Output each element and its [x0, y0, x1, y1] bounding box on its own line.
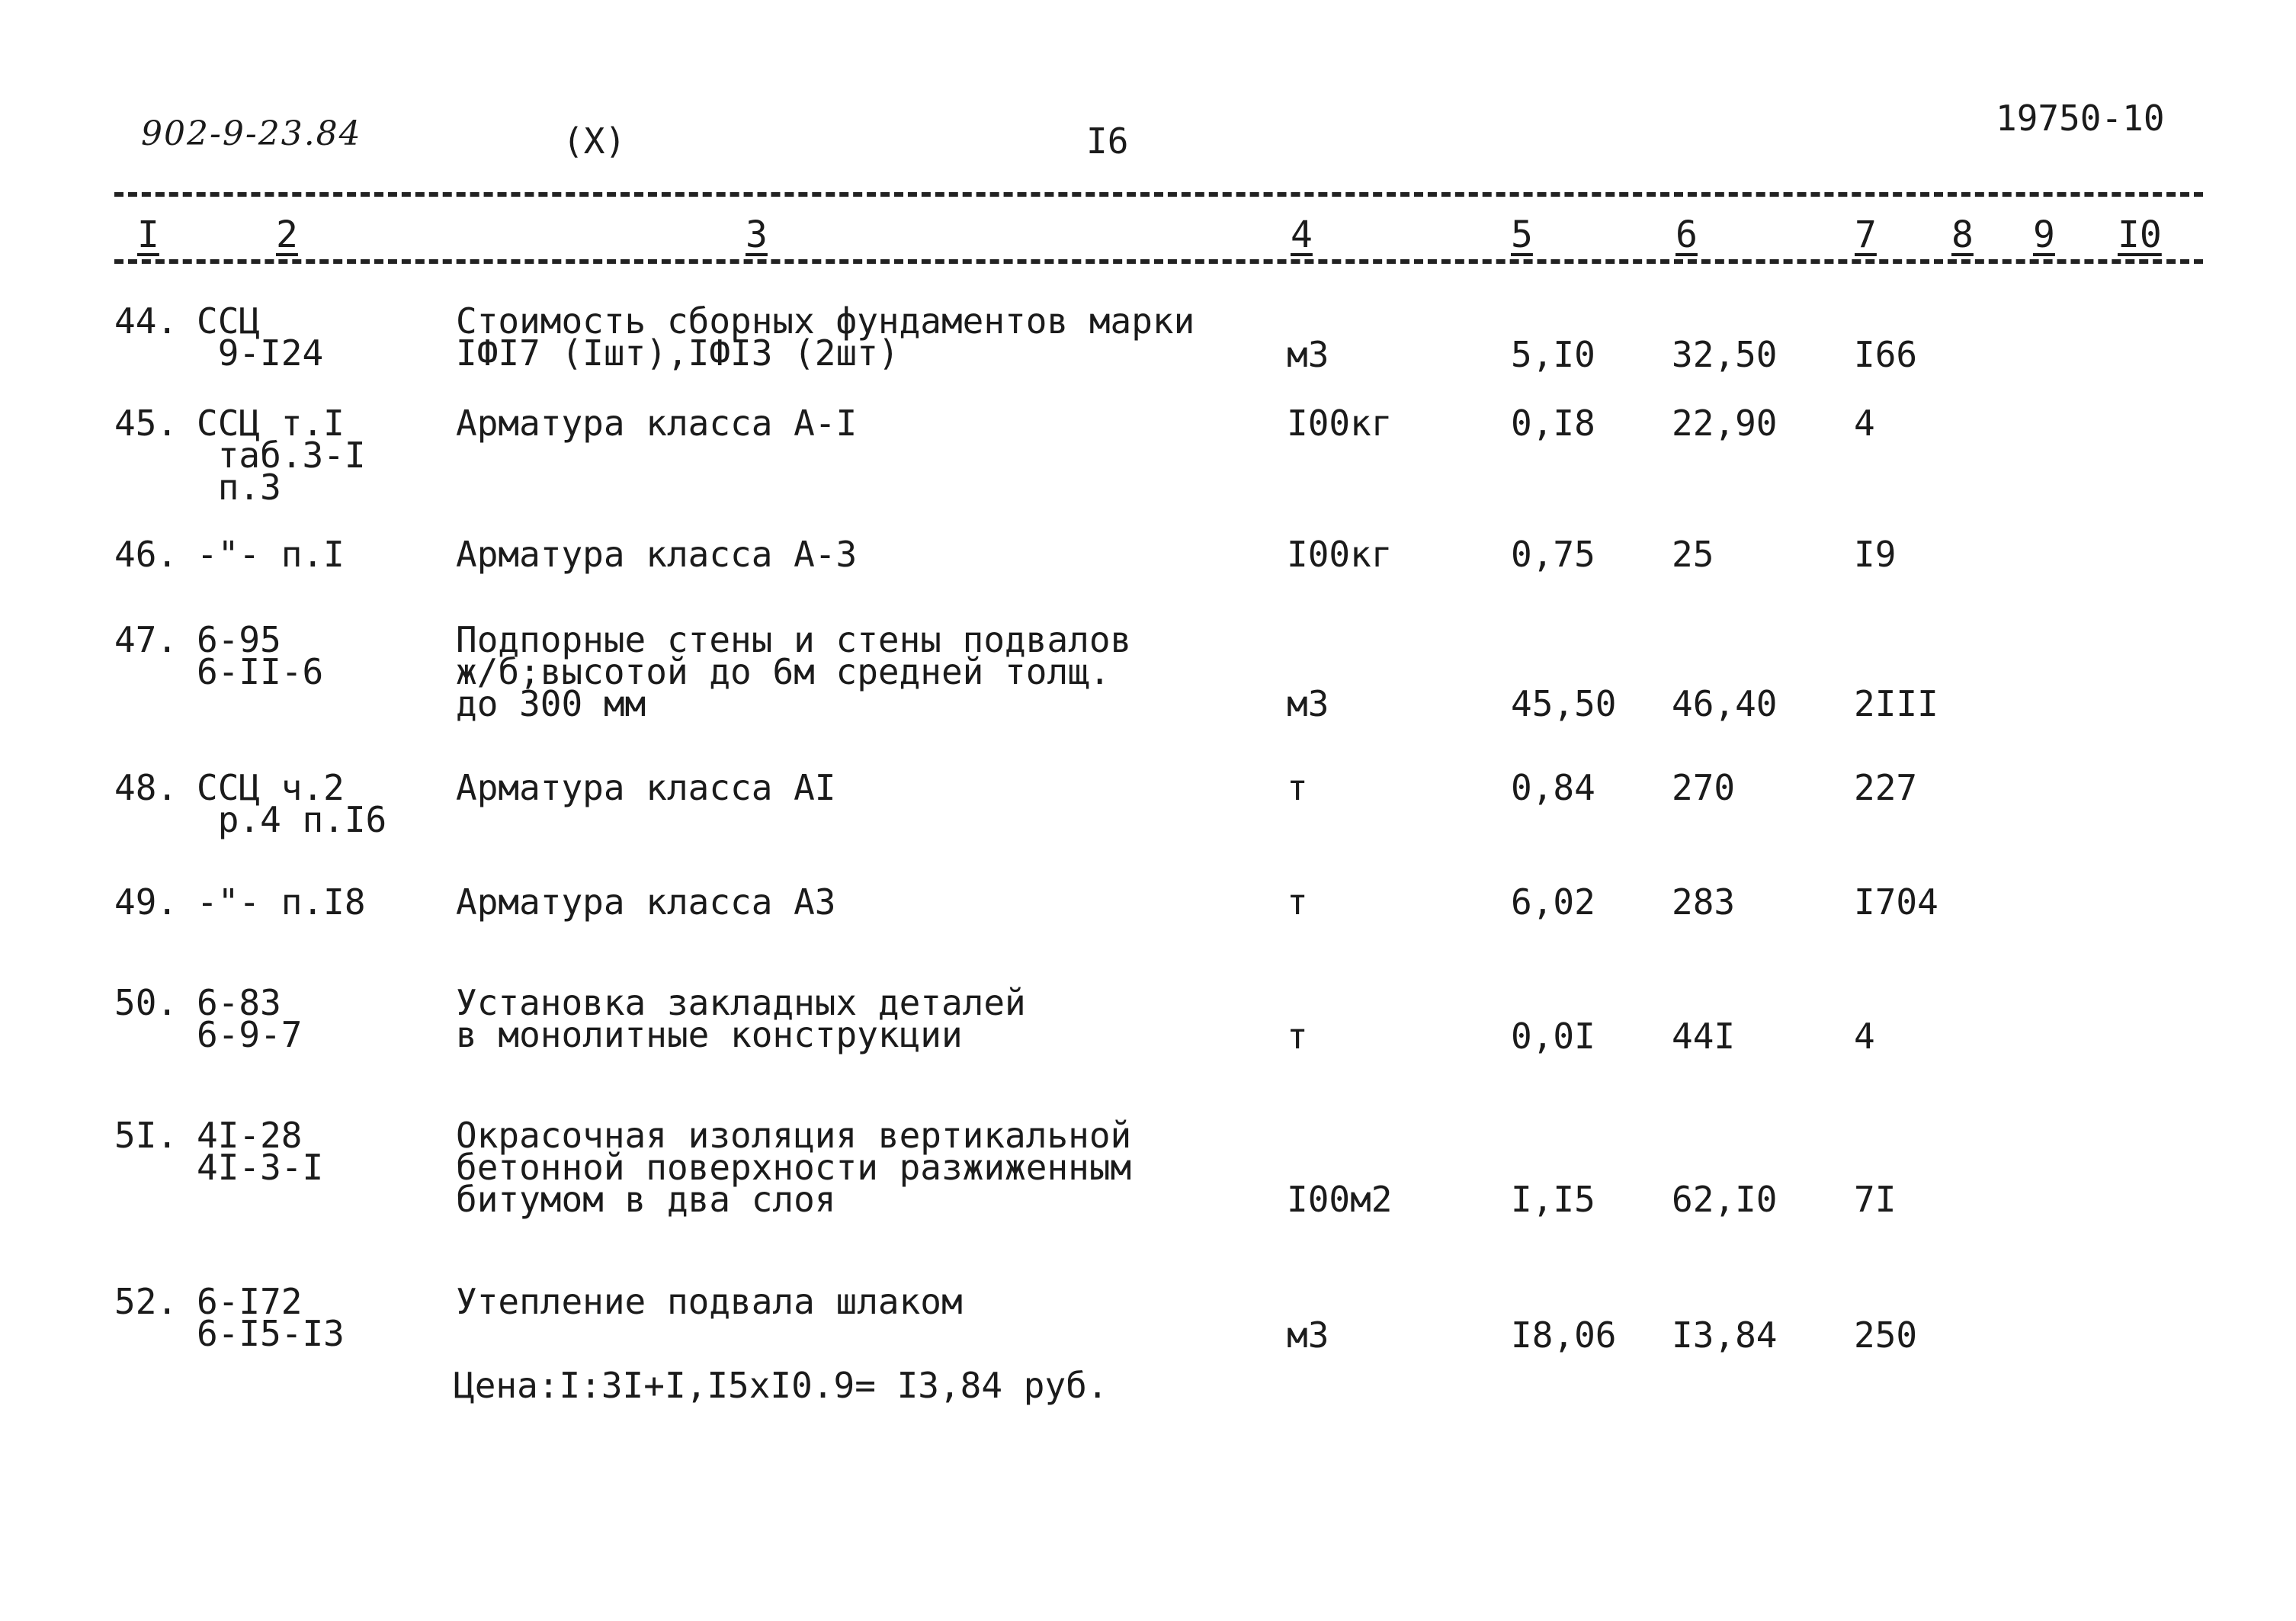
- work-description: Утепление подвала шлаком: [456, 1281, 963, 1322]
- column-number-7: 7: [1855, 213, 1877, 256]
- column-number-8: 8: [1951, 213, 1974, 256]
- norm-code: 6-83 6-9-7: [197, 982, 303, 1055]
- total-cost: I9: [1854, 534, 1897, 575]
- header-divider-top: [114, 192, 2203, 197]
- norm-code: 6-95 6-II-6: [197, 619, 324, 692]
- norm-code: ССЦ ч.2 р.4 п.I6: [197, 767, 387, 840]
- unit-price: 22,90: [1672, 403, 1778, 444]
- column-number-10: I0: [2118, 213, 2162, 256]
- unit: I00кг: [1287, 403, 1393, 444]
- unit-price: 62,I0: [1672, 1179, 1778, 1220]
- document-code: 902-9-23.84: [141, 114, 362, 153]
- total-cost: I704: [1854, 881, 1938, 923]
- row-number: 52.: [114, 1281, 178, 1322]
- price-calculation-note: Цена:I:3I+I,I5хI0.9= I3,84 руб.: [454, 1365, 1108, 1406]
- row-number: 45.: [114, 403, 178, 444]
- quantity: 0,I8: [1511, 403, 1595, 444]
- quantity: 0,75: [1511, 534, 1595, 575]
- unit: м3: [1287, 334, 1329, 375]
- quantity: 0,84: [1511, 767, 1595, 808]
- row-number: 46.: [114, 534, 178, 575]
- unit: т: [1287, 881, 1308, 923]
- work-description: Подпорные стены и стены подвалов ж/б;высотой до 6м средней толщ. до 300 мм: [456, 619, 1132, 724]
- unit: I00кг: [1287, 534, 1393, 575]
- work-description: Стоимость сборных фундаментов марки IФI7 (Iшт),IФI3 (2шт): [456, 300, 1195, 374]
- total-cost: 227: [1854, 767, 1918, 808]
- unit-price: 25: [1672, 534, 1714, 575]
- norm-code: 4I-28 4I-3-I: [197, 1115, 324, 1188]
- row-number: 47.: [114, 619, 178, 660]
- unit: I00м2: [1287, 1179, 1393, 1220]
- header-divider-bottom: [114, 259, 2203, 264]
- unit-price: 32,50: [1672, 334, 1778, 375]
- row-number: 49.: [114, 881, 178, 923]
- row-number: 48.: [114, 767, 178, 808]
- work-description: Окрасочная изоляция вертикальной бетонной поверхности разжиженным битумом в два слоя: [456, 1115, 1132, 1220]
- column-number-9: 9: [2033, 213, 2055, 256]
- norm-code: -"- п.I: [197, 534, 345, 575]
- quantity: 0,0I: [1511, 1016, 1595, 1057]
- unit-price: 46,40: [1672, 683, 1778, 724]
- norm-code: -"- п.I8: [197, 881, 366, 923]
- unit: м3: [1287, 683, 1329, 724]
- unit-price: I3,84: [1672, 1314, 1778, 1356]
- work-description: Арматура класса А-3: [456, 534, 858, 575]
- unit-price: 283: [1672, 881, 1736, 923]
- unit-price: 270: [1672, 767, 1736, 808]
- section-marker: (X): [563, 120, 627, 162]
- row-number: 50.: [114, 982, 178, 1023]
- row-number: 44.: [114, 300, 178, 342]
- total-cost: 4: [1854, 403, 1875, 444]
- total-cost: 250: [1854, 1314, 1918, 1356]
- quantity: I8,06: [1511, 1314, 1617, 1356]
- quantity: 45,50: [1511, 683, 1617, 724]
- quantity: 5,I0: [1511, 334, 1595, 375]
- column-number-5: 5: [1511, 213, 1533, 256]
- norm-code: 6-I72 6-I5-I3: [197, 1281, 345, 1354]
- unit: т: [1287, 767, 1308, 808]
- total-cost: 2III: [1854, 683, 1938, 724]
- work-description: Арматура класса АI: [456, 767, 836, 808]
- total-cost: I66: [1854, 334, 1918, 375]
- column-number-1: I: [137, 213, 159, 256]
- total-cost: 7I: [1854, 1179, 1897, 1220]
- unit: т: [1287, 1016, 1308, 1057]
- archive-number: 19750-10: [1996, 98, 2165, 139]
- quantity: I,I5: [1511, 1179, 1595, 1220]
- total-cost: 4: [1854, 1016, 1875, 1057]
- norm-code: ССЦ 9-I24: [197, 300, 324, 374]
- work-description: Арматура класса А-I: [456, 403, 858, 444]
- column-number-3: 3: [746, 213, 768, 256]
- unit-price: 44I: [1672, 1016, 1736, 1057]
- norm-code: ССЦ т.I таб.3-I п.3: [197, 403, 366, 508]
- work-description: Арматура класса А3: [456, 881, 836, 923]
- page-number: I6: [1086, 120, 1129, 162]
- row-number: 5I.: [114, 1115, 178, 1156]
- quantity: 6,02: [1511, 881, 1595, 923]
- column-number-2: 2: [276, 213, 298, 256]
- column-number-4: 4: [1291, 213, 1313, 256]
- column-number-6: 6: [1676, 213, 1698, 256]
- unit: м3: [1287, 1314, 1329, 1356]
- work-description: Установка закладных деталей в монолитные конструкции: [456, 982, 1026, 1055]
